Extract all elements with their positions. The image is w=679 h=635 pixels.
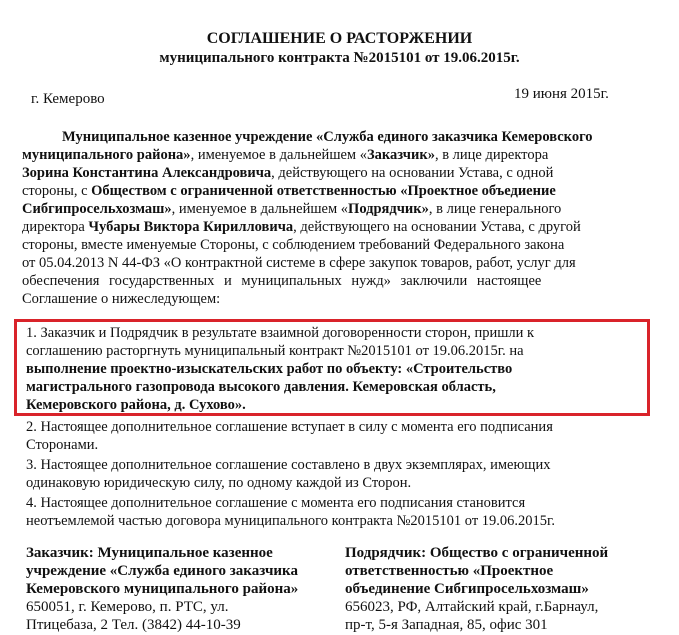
preamble-line-7: стороны, вместе именуемые Стороны, с соблюдением требований Федерального закона: [22, 237, 565, 253]
document-title: СОГЛАШЕНИЕ О РАСТОРЖЕНИИ: [206, 30, 473, 47]
item4-line-2: неотъемлемой частью договора муниципального контракта №2015101 от 19.06.2015г.: [26, 513, 555, 529]
city: г. Кемерово: [31, 91, 105, 107]
item2-line-2: Сторонами.: [26, 437, 99, 453]
preamble-line-5: Сибгипросельхозмаш», именуемое в дальнейшем «Подрядчик», в лице генерального: [22, 201, 562, 217]
item1-line-1: 1. Заказчик и Подрядчик в результате взаимной договоренности сторон, пришли к: [26, 325, 535, 341]
item1-line-2: соглашению расторгнуть муниципальный контракт №2015101 от 19.06.2015г. на: [26, 343, 524, 359]
contractor-line-3: объединение Сибгипросельхозмаш»: [345, 581, 589, 597]
contractor-line-5: пр-т, 5-я Западная, 85, офис 301: [345, 617, 548, 633]
preamble-line-2: муниципального района», именуемое в дальнейшем «Заказчик», в лице директора: [22, 147, 549, 163]
customer-line-5: Птицебаза, 2 Тел. (3842) 44-10-39: [26, 617, 241, 633]
contractor-line-1: Подрядчик: Общество с ограниченной: [345, 545, 609, 561]
preamble-line-6: директора Чубары Виктора Кирилловича, действующего на основании Устава, с другой: [22, 219, 581, 235]
contractor-line-4: 656023, РФ, Алтайский край, г.Барнаул,: [345, 599, 599, 615]
item1-line-3: выполнение проектно-изыскательских работ по объекту: «Строительство: [26, 361, 513, 377]
contractor-line-2: ответственностью «Проектное: [345, 563, 554, 579]
customer-line-4: 650051, г. Кемерово, п. РТС, ул.: [26, 599, 229, 615]
item2-line-1: 2. Настоящее дополнительное соглашение вступает в силу с момента его подписания: [26, 419, 553, 435]
date: 19 июня 2015г.: [514, 86, 609, 102]
document-subtitle: муниципального контракта №2015101 от 19.06.2015г.: [159, 50, 520, 66]
customer-line-3: Кемеровского муниципального района»: [26, 581, 299, 597]
preamble-line-10: Соглашение о нижеследующем:: [22, 291, 221, 307]
preamble-line-8: от 05.04.2013 N 44-ФЗ «О контрактной системе в сфере закупок товаров, работ, услуг для: [22, 255, 576, 271]
item1-line-4: магистрального газопровода высокого давления. Кемеровская область,: [26, 379, 496, 395]
item3-line-2: одинаковую юридическую силу, по одному каждой из Сторон.: [26, 475, 412, 491]
item1-line-5: Кемеровского района, д. Сухово».: [26, 397, 246, 413]
customer-line-1: Заказчик: Муниципальное казенное: [26, 545, 273, 561]
item3-line-1: 3. Настоящее дополнительное соглашение составлено в двух экземплярах, имеющих: [26, 457, 551, 473]
customer-line-2: учреждение «Служба единого заказчика: [26, 563, 298, 579]
preamble-line-3: Зорина Константина Александровича, действующего на основании Устава, с одной: [22, 165, 554, 181]
preamble-line-1: Муниципальное казенное учреждение «Служба единого заказчика Кемеровского: [62, 129, 593, 145]
preamble-line-9: обеспечения государственных и муниципальных нужд» заключили настоящее: [22, 273, 542, 289]
item4-line-1: 4. Настоящее дополнительное соглашение с момента его подписания становится: [26, 495, 526, 511]
preamble-line-4: стороны, с Обществом с ограниченной ответственностью «Проектное объедиение: [22, 183, 556, 199]
